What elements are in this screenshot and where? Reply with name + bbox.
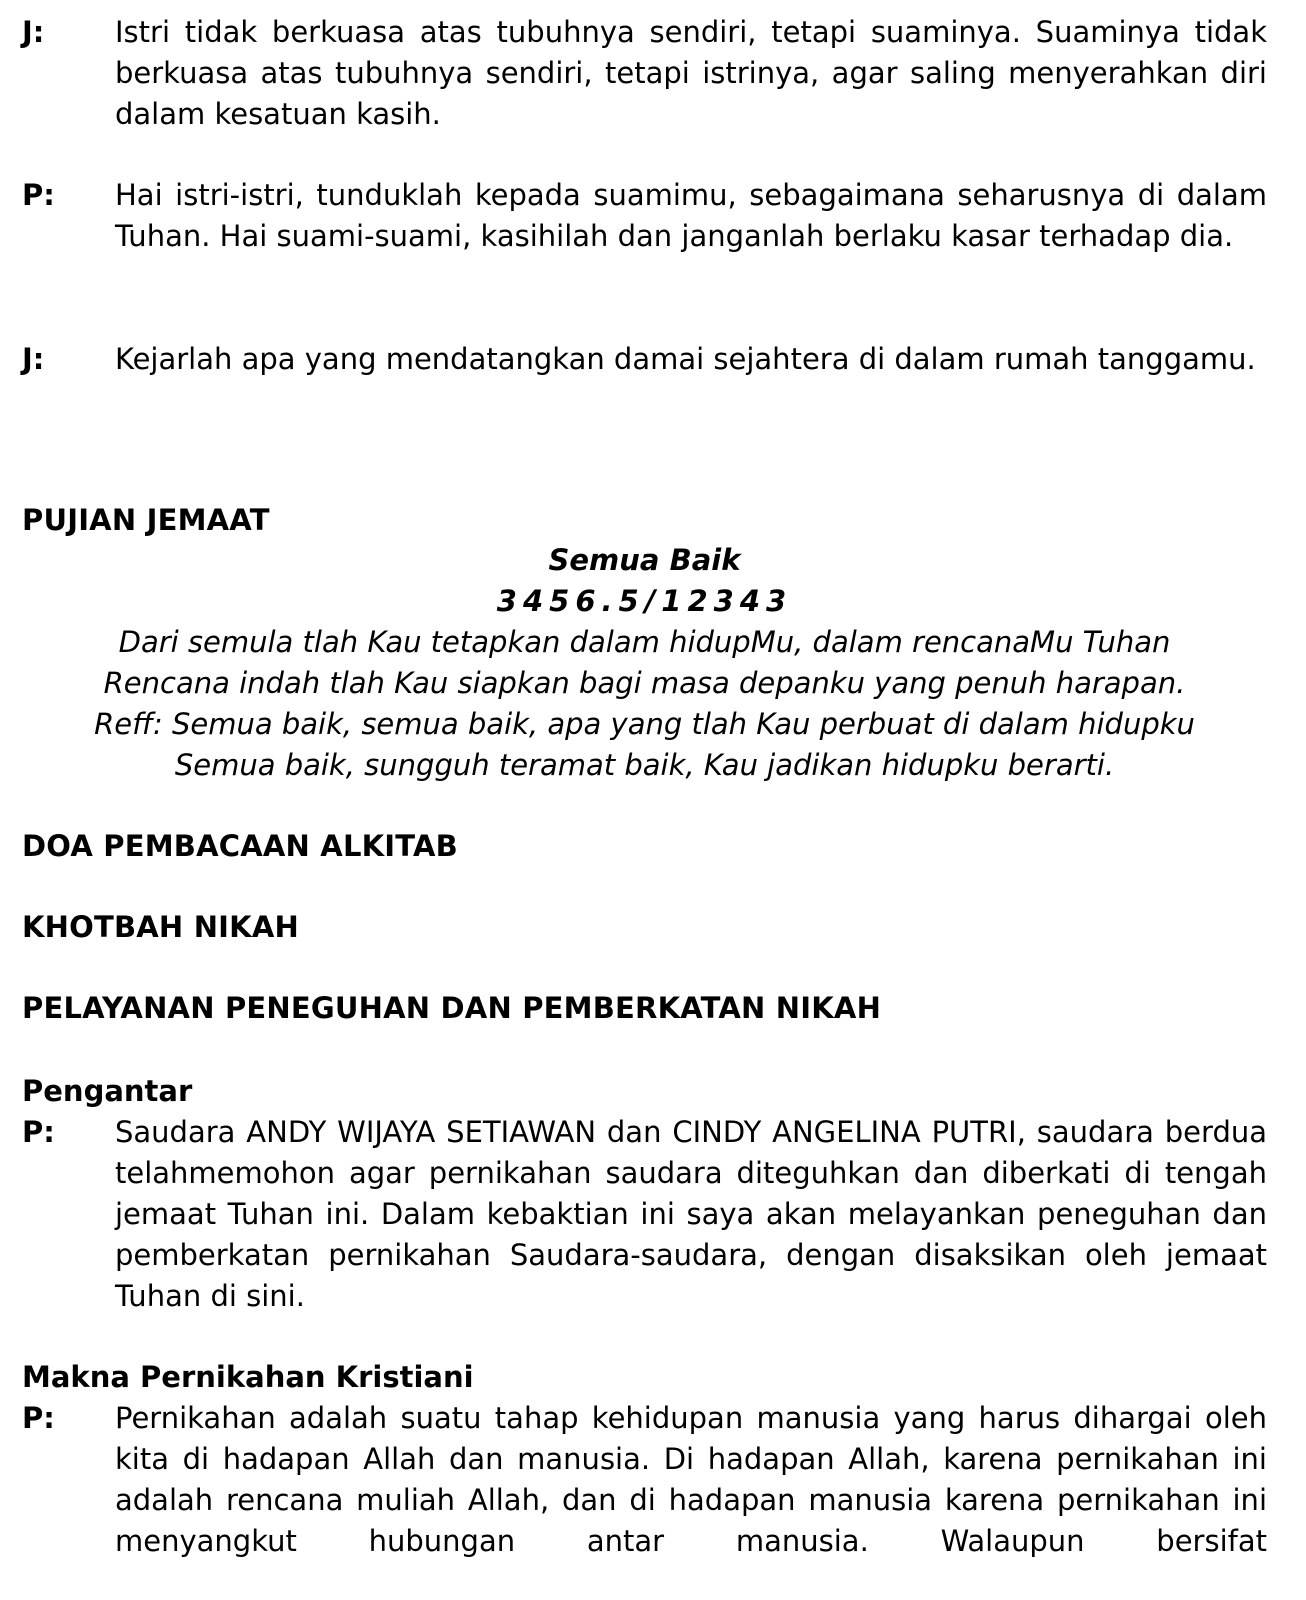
song-title: Semua Baik — [548, 543, 741, 577]
dialog-text: Hai istri-istri, tunduklah kepada suamimu, sebagaimana seharusnya di dalam Tuhan. Hai suami-suami, kasihilah dan janganlah berlaku kasar terhadap dia. — [115, 178, 1267, 253]
song-line: Semua baik, sungguh teramat baik, Kau jadikan hidupku berarti. — [174, 748, 1115, 782]
song-line: Rencana indah tlah Kau siapkan bagi masa depanku yang penuh harapan. — [103, 666, 1186, 700]
heading-pelayanan-peneguhan: PELAYANAN PENEGUHAN DAN PEMBERKATAN NIKAH — [22, 991, 882, 1025]
heading-pujian-jemaat: PUJIAN JEMAAT — [22, 503, 270, 537]
song-block — [22, 540, 1267, 786]
subheading-pengantar: Pengantar — [22, 1074, 193, 1108]
speaker-label: J: — [22, 342, 45, 376]
dialog-text: Istri tidak berkuasa atas tubuhnya sendiri, tetapi suaminya. Suaminya tidak berkuasa atas tubuhnya sendiri, tetapi istrinya, agar saling menyerahkan diri dalam kesatuan kasih. — [115, 15, 1267, 131]
song-line: Dari semula tlah Kau tetapkan dalam hidupMu, dalam rencanaMu Tuhan — [118, 625, 1171, 659]
speaker-label: P: — [22, 1401, 55, 1435]
heading-doa-pembacaan-alkitab: DOA PEMBACAAN ALKITAB — [22, 829, 458, 863]
dialog-j-2 — [22, 339, 1267, 380]
speaker-label: P: — [22, 178, 55, 212]
dialog-p-1 — [22, 175, 1267, 257]
speaker-label: P: — [22, 1115, 55, 1149]
dialog-text: Saudara ANDY WIJAYA SETIAWAN dan CINDY ANGELINA PUTRI, saudara berdua telahmemohon agar pernikahan saudara diteguhkan dan diberkati di tengah jemaat Tuhan ini. Dalam kebaktian ini saya akan melayankan peneguhan dan pemberkatan pernikahan Saudara-saudara, dengan disaksikan oleh jemaat Tuhan di sini. — [115, 1115, 1267, 1313]
song-line: Reff: Semua baik, semua baik, apa yang tlah Kau perbuat di dalam hidupku — [94, 707, 1195, 741]
speaker-label: J: — [22, 15, 45, 49]
dialog-p-makna — [22, 1398, 1267, 1562]
dialog-text: Pernikahan adalah suatu tahap kehidupan manusia yang harus dihargai oleh kita di hadapan Allah dan manusia. Di hadapan Allah, karena pernikahan ini adalah rencana muliah Allah, dan di hadapan manusia karena pernikahan ini menyangkut hubungan antar manusia. Walaupun bersifat — [115, 1401, 1267, 1558]
song-notation: 3456.5/12343 — [496, 584, 793, 618]
subheading-makna-pernikahan: Makna Pernikahan Kristiani — [22, 1360, 474, 1394]
dialog-text: Kejarlah apa yang mendatangkan damai sejahtera di dalam rumah tanggamu. — [115, 342, 1256, 376]
dialog-j-1 — [22, 12, 1267, 135]
heading-khotbah-nikah: KHOTBAH NIKAH — [22, 910, 299, 944]
dialog-p-pengantar — [22, 1112, 1267, 1317]
